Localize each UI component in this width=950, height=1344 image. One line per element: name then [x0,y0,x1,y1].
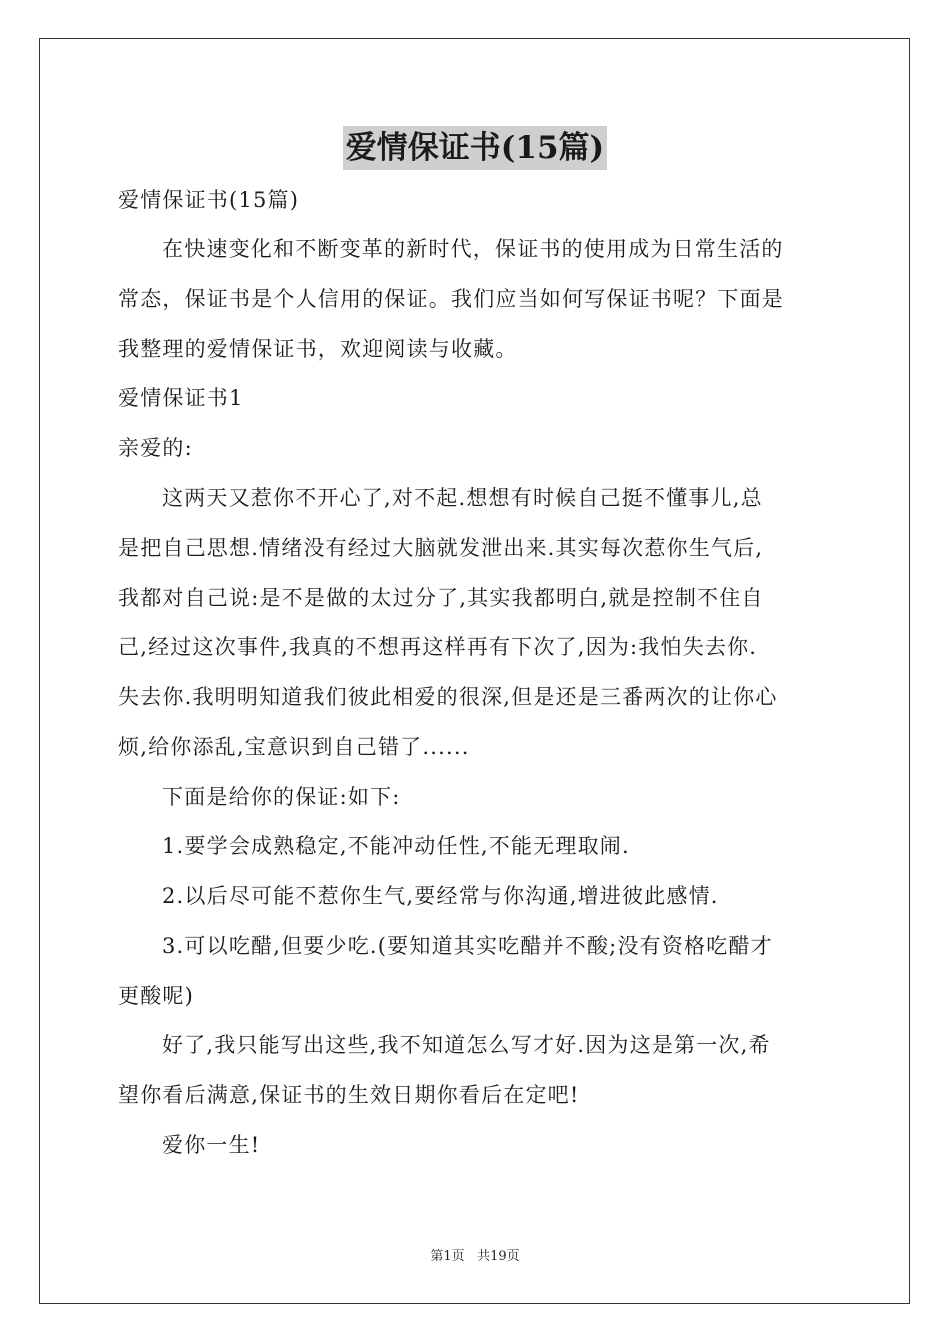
body-line-3: 我都对自己说:是不是做的太过分了,其实我都明白,就是控制不住自 [118,586,764,610]
subtitle-line: 爱情保证书(15篇) [118,188,300,212]
salutation: 亲爱的: [118,436,193,460]
promise-item-2: 2.以后尽可能不惹你生气,要经常与你沟通,增进彼此感情. [162,884,719,908]
promise-intro: 下面是给你的保证:如下: [162,785,401,809]
closing-line-2: 望你看后满意,保证书的生效日期你看后在定吧! [118,1083,580,1107]
body-line-1: 这两天又惹你不开心了,对不起.想想有时候自己挺不懂事儿,总 [162,486,763,510]
promise-item-1: 1.要学会成熟稳定,不能冲动任性,不能无理取闹. [162,834,630,858]
page-footer [0,1247,950,1267]
title-container [0,126,950,170]
sign-off: 爱你一生! [162,1133,261,1157]
intro-line-1: 在快速变化和不断变革的新时代，保证书的使用成为日常生活的 [162,237,784,261]
section-heading: 爱情保证书1 [118,386,244,410]
intro-line-2: 常态，保证书是个人信用的保证。我们应当如何写保证书呢？下面是 [118,287,784,311]
page-number: 第1页 [430,1249,465,1264]
body-line-2: 是把自己思想.情绪没有经过大脑就发泄出来.其实每次惹你生气后, [118,536,764,560]
document-title: 爱情保证书(15篇) [343,126,607,170]
closing-line-1: 好了,我只能写出这些,我不知道怎么写才好.因为这是第一次,希 [162,1033,771,1057]
promise-item-3-cont: 更酸呢) [118,984,194,1008]
page-border [39,38,910,1304]
intro-line-3: 我整理的爱情保证书，欢迎阅读与收藏。 [118,337,518,361]
body-line-5: 失去你.我明明知道我们彼此相爱的很深,但是还是三番两次的让你心 [118,685,778,709]
body-line-4: 己,经过这次事件,我真的不想再这样再有下次了,因为:我怕失去你. [118,635,758,659]
promise-item-3: 3.可以吃醋,但要少吃.(要知道其实吃醋并不酸;没有资格吃醋才 [162,934,773,958]
page-total: 共19页 [477,1249,520,1264]
body-line-6: 烦,给你添乱,宝意识到自己错了...... [118,735,470,759]
